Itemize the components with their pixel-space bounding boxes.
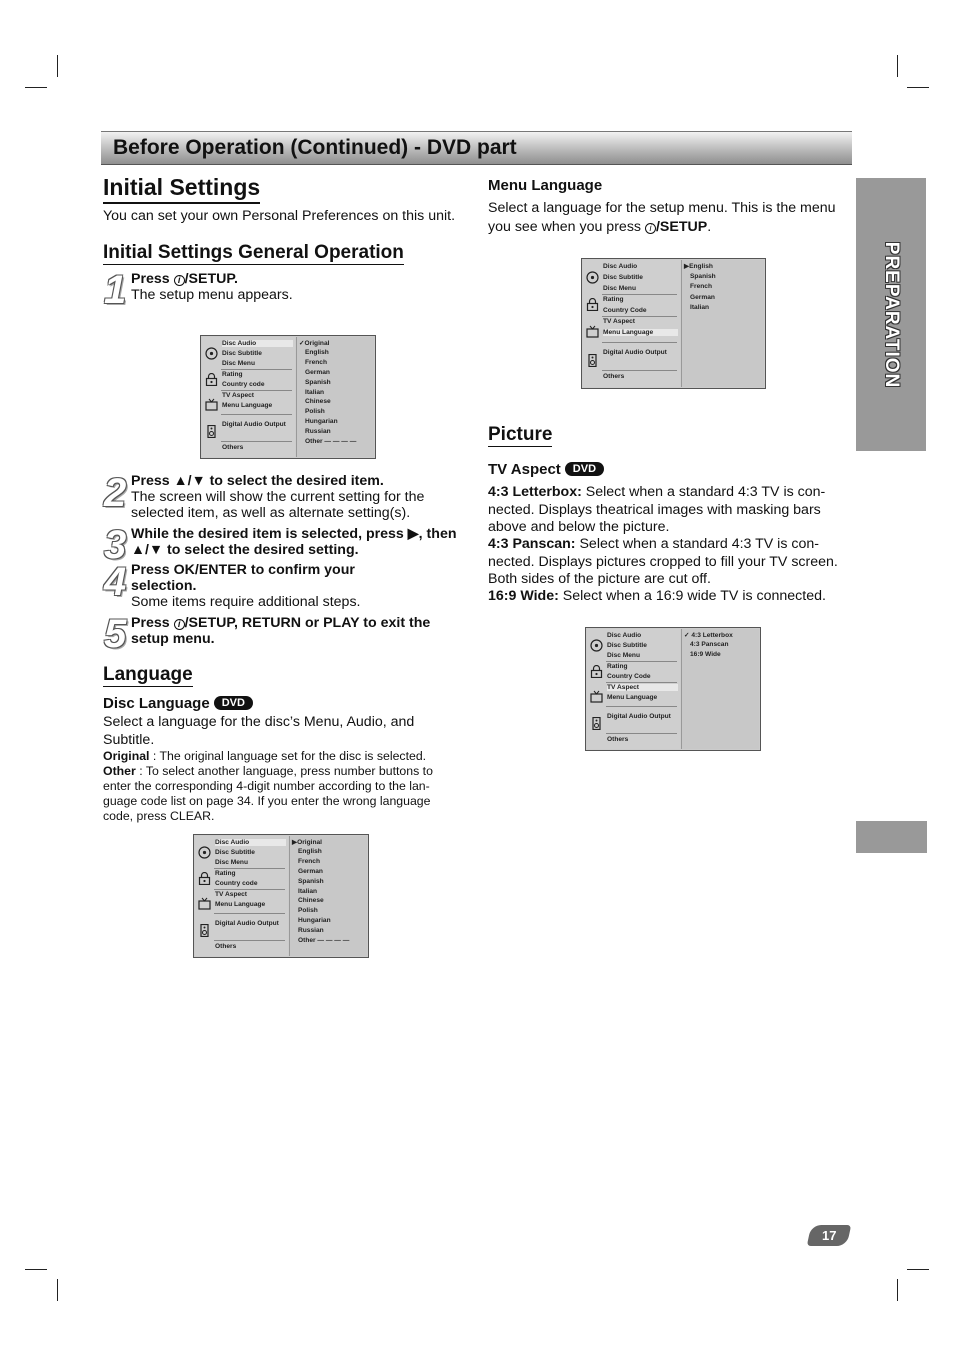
menu-separator: [602, 316, 677, 317]
letterbox-desc: nected. Displays theatrical images with masking bars: [488, 502, 821, 518]
menu-option: Italian: [690, 304, 710, 312]
menu-item: Digital Audio Output: [222, 420, 286, 428]
menu-option: Chinese: [298, 897, 324, 905]
speaker-icon: [586, 354, 599, 367]
menu-item: Digital Audio Output: [603, 348, 667, 356]
menu-option: French: [690, 283, 712, 291]
crop-mark: [57, 1279, 58, 1301]
menu-option: German: [305, 368, 330, 376]
page-number-badge: [807, 1225, 851, 1246]
menu-item: Digital Audio Output: [607, 712, 671, 720]
step-5-instruction: setup menu.: [131, 631, 215, 647]
crop-mark: [25, 1269, 47, 1270]
menu-option: Chinese: [305, 398, 331, 406]
general-operation-title: Initial Settings General Operation: [103, 242, 404, 263]
menu-option: Italian: [305, 388, 325, 396]
menu-option: 4:3 Panscan: [690, 640, 729, 648]
info-icon: i: [645, 223, 656, 234]
menu-option: Polish: [298, 907, 318, 915]
panscan-desc: nected. Displays pictures cropped to fill your TV screen.: [488, 554, 838, 570]
crop-mark: [897, 55, 898, 77]
disc-language-desc: Select a language for the disc’s Menu, Audio, and: [103, 714, 415, 730]
menu-separator: [602, 342, 677, 343]
menu-item: Menu Language: [215, 900, 266, 908]
disc-language-title: Disc Language DVD: [103, 695, 253, 712]
menu-item: Others: [222, 444, 244, 452]
section-tab: [856, 178, 926, 451]
menu-separator: [221, 414, 292, 415]
crop-mark: [907, 87, 929, 88]
tv-aspect-title: TV Aspect DVD: [488, 461, 604, 478]
menu-item: Disc Subtitle: [215, 849, 255, 857]
menu-separator: [602, 370, 677, 371]
menu-separator: [606, 706, 677, 707]
page-number: 17: [822, 1228, 837, 1243]
menu-item: Disc Subtitle: [603, 274, 643, 282]
step-number: 3: [104, 523, 127, 567]
menu-item: Disc Audio: [222, 340, 293, 347]
menu-option: Other — — — —: [305, 438, 357, 446]
menu-option: Spanish: [690, 272, 716, 280]
menu-option: Spanish: [298, 877, 324, 885]
panscan-desc: Both sides of the picture are cut off.: [488, 571, 711, 587]
language-title: Language: [103, 664, 193, 685]
step-1-instruction: Press i /SETUP.: [131, 271, 238, 287]
menu-separator: [221, 390, 292, 391]
menu-option: 16:9 Wide: [690, 650, 721, 658]
menu-option: Hungarian: [305, 418, 338, 426]
menu-item: Country Code: [603, 306, 647, 314]
menu-separator: [214, 940, 285, 941]
info-icon: i: [174, 619, 185, 630]
menu-option: English: [298, 847, 322, 855]
step-4-instruction: Press OK/ENTER to confirm your: [131, 562, 355, 578]
speaker-icon: [205, 425, 218, 438]
menu-separator: [214, 913, 285, 914]
menu-option: Russian: [298, 927, 324, 935]
step-3-instruction: While the desired item is selected, press ▶, then: [131, 526, 457, 542]
menu-option: ✓ 4:3 Letterbox: [684, 632, 733, 639]
menu-separator: [221, 441, 292, 442]
menu-option: ✓Original: [299, 340, 330, 347]
initial-settings-title: Initial Settings: [103, 174, 260, 204]
step-2-text: The screen will show the current setting for the: [131, 489, 425, 505]
menu-item: Rating: [603, 295, 624, 303]
tv-icon: [205, 398, 218, 411]
tv-icon: [198, 897, 211, 910]
menu-language-title: Menu Language: [488, 177, 603, 194]
step-1-text: The setup menu appears.: [131, 287, 293, 303]
menu-option: ▶Original: [292, 839, 322, 846]
side-marker: [856, 821, 927, 853]
step-number: 1: [104, 268, 127, 312]
dvd-badge: DVD: [214, 696, 253, 710]
section-tab-label: PREPARATION: [881, 241, 902, 388]
wide-desc: 16:9 Wide: Select when a 16:9 wide TV is connected.: [488, 588, 826, 604]
page-title: Before Operation (Continued) - DVD part: [113, 136, 517, 159]
step-5-instruction: Press i /SETUP, RETURN or PLAY to exit the: [131, 615, 431, 631]
letterbox-desc: 4:3 Letterbox: Select when a standard 4:3 TV is con-: [488, 484, 826, 500]
menu-item: TV Aspect: [222, 391, 254, 399]
intro-text: You can set your own Personal Preferences on this unit.: [103, 208, 456, 224]
menu-item: Disc Menu: [215, 859, 248, 867]
menu-item: Menu Language: [607, 693, 658, 701]
panscan-desc: 4:3 Panscan: Select when a standard 4:3 TV is con-: [488, 536, 819, 552]
menu-item: TV Aspect: [215, 890, 247, 898]
dvd-badge: DVD: [565, 462, 604, 476]
letterbox-desc: above and below the picture.: [488, 519, 670, 535]
menu-item: Disc Subtitle: [607, 642, 647, 650]
menu-separator: [606, 733, 677, 734]
menu-language-screenshot: [581, 258, 766, 389]
menu-item: TV Aspect: [607, 684, 678, 691]
menu-item: Others: [603, 373, 625, 381]
menu-option: German: [298, 867, 323, 875]
menu-item: Rating: [222, 370, 243, 378]
menu-separator: [221, 369, 292, 370]
disc-icon: [590, 639, 603, 652]
disc-icon: [205, 347, 218, 360]
menu-language-desc: Select a language for the setup menu. This is the menu: [488, 200, 836, 216]
crop-mark: [897, 1279, 898, 1301]
other-option-desc: enter the corresponding 4-digit number according to the lan-: [103, 779, 430, 793]
menu-item: Menu Language: [603, 329, 678, 336]
lock-icon: [205, 373, 218, 386]
menu-separator: [214, 889, 285, 890]
menu-option: Italian: [298, 887, 318, 895]
speaker-icon: [198, 924, 211, 937]
crop-mark: [57, 55, 58, 77]
menu-option: Polish: [305, 408, 325, 416]
crop-mark: [25, 87, 47, 88]
other-option-desc: guage code list on page 34. If you enter the wrong language: [103, 794, 431, 808]
picture-title: Picture: [488, 424, 553, 445]
other-option-desc: code, press CLEAR.: [103, 809, 215, 823]
menu-option: Other — — — —: [298, 937, 350, 945]
menu-option: French: [305, 358, 327, 366]
lock-icon: [586, 298, 599, 311]
original-option-desc: Original : The original language set for the disc is selected.: [103, 749, 427, 763]
menu-item: Disc Audio: [215, 839, 286, 846]
step-4-instruction: selection.: [131, 578, 197, 594]
menu-option: ▶English: [684, 263, 713, 270]
crop-mark: [907, 1269, 929, 1270]
disc-language-menu-screenshot: [193, 834, 369, 958]
step-3-instruction: ▲/▼ to select the desired setting.: [131, 542, 359, 558]
menu-item: Disc Audio: [607, 631, 642, 639]
menu-option: English: [305, 348, 329, 356]
menu-separator: [606, 682, 677, 683]
menu-item: Disc Menu: [222, 360, 255, 368]
menu-option: French: [298, 857, 320, 865]
info-icon: i: [174, 275, 185, 286]
menu-option: Spanish: [305, 378, 331, 386]
menu-item: Others: [215, 943, 237, 951]
menu-item: Disc Menu: [607, 652, 640, 660]
menu-option: Hungarian: [298, 917, 331, 925]
menu-item: Country Code: [607, 673, 651, 681]
menu-item: Digital Audio Output: [215, 919, 279, 927]
menu-option: Russian: [305, 428, 331, 436]
tv-aspect-menu-screenshot: [585, 627, 761, 751]
step-2-instruction: Press ▲/▼ to select the desired item.: [131, 473, 384, 489]
step-number: 5: [104, 612, 127, 656]
menu-separator: [214, 868, 285, 869]
step-2-text: selected item, as well as alternate setting(s).: [131, 505, 411, 521]
disc-icon: [586, 271, 599, 284]
menu-separator: [602, 294, 677, 295]
menu-item: Country code: [222, 381, 265, 389]
disc-language-desc: Subtitle.: [103, 732, 155, 748]
menu-item: Others: [607, 736, 629, 744]
setup-menu-screenshot: [200, 335, 376, 459]
menu-item: Country code: [215, 880, 258, 888]
menu-item: Disc Subtitle: [222, 350, 262, 358]
step-number: 2: [104, 471, 127, 515]
speaker-icon: [590, 717, 603, 730]
tv-icon: [586, 325, 599, 338]
lock-icon: [590, 665, 603, 678]
other-option-desc: Other : To select another language, press number buttons to: [103, 764, 433, 778]
menu-item: Rating: [607, 662, 628, 670]
step-4-text: Some items require additional steps.: [131, 594, 361, 610]
menu-item: Rating: [215, 869, 236, 877]
step-number: 4: [104, 560, 127, 604]
menu-item: Disc Menu: [603, 285, 636, 293]
menu-separator: [606, 661, 677, 662]
disc-icon: [198, 846, 211, 859]
menu-item: Menu Language: [222, 401, 273, 409]
menu-option: German: [690, 293, 715, 301]
menu-language-desc: you see when you press i /SETUP.: [488, 219, 712, 235]
tv-icon: [590, 690, 603, 703]
menu-item: TV Aspect: [603, 317, 635, 325]
lock-icon: [198, 872, 211, 885]
header-band: [101, 131, 852, 165]
menu-item: Disc Audio: [603, 263, 638, 271]
